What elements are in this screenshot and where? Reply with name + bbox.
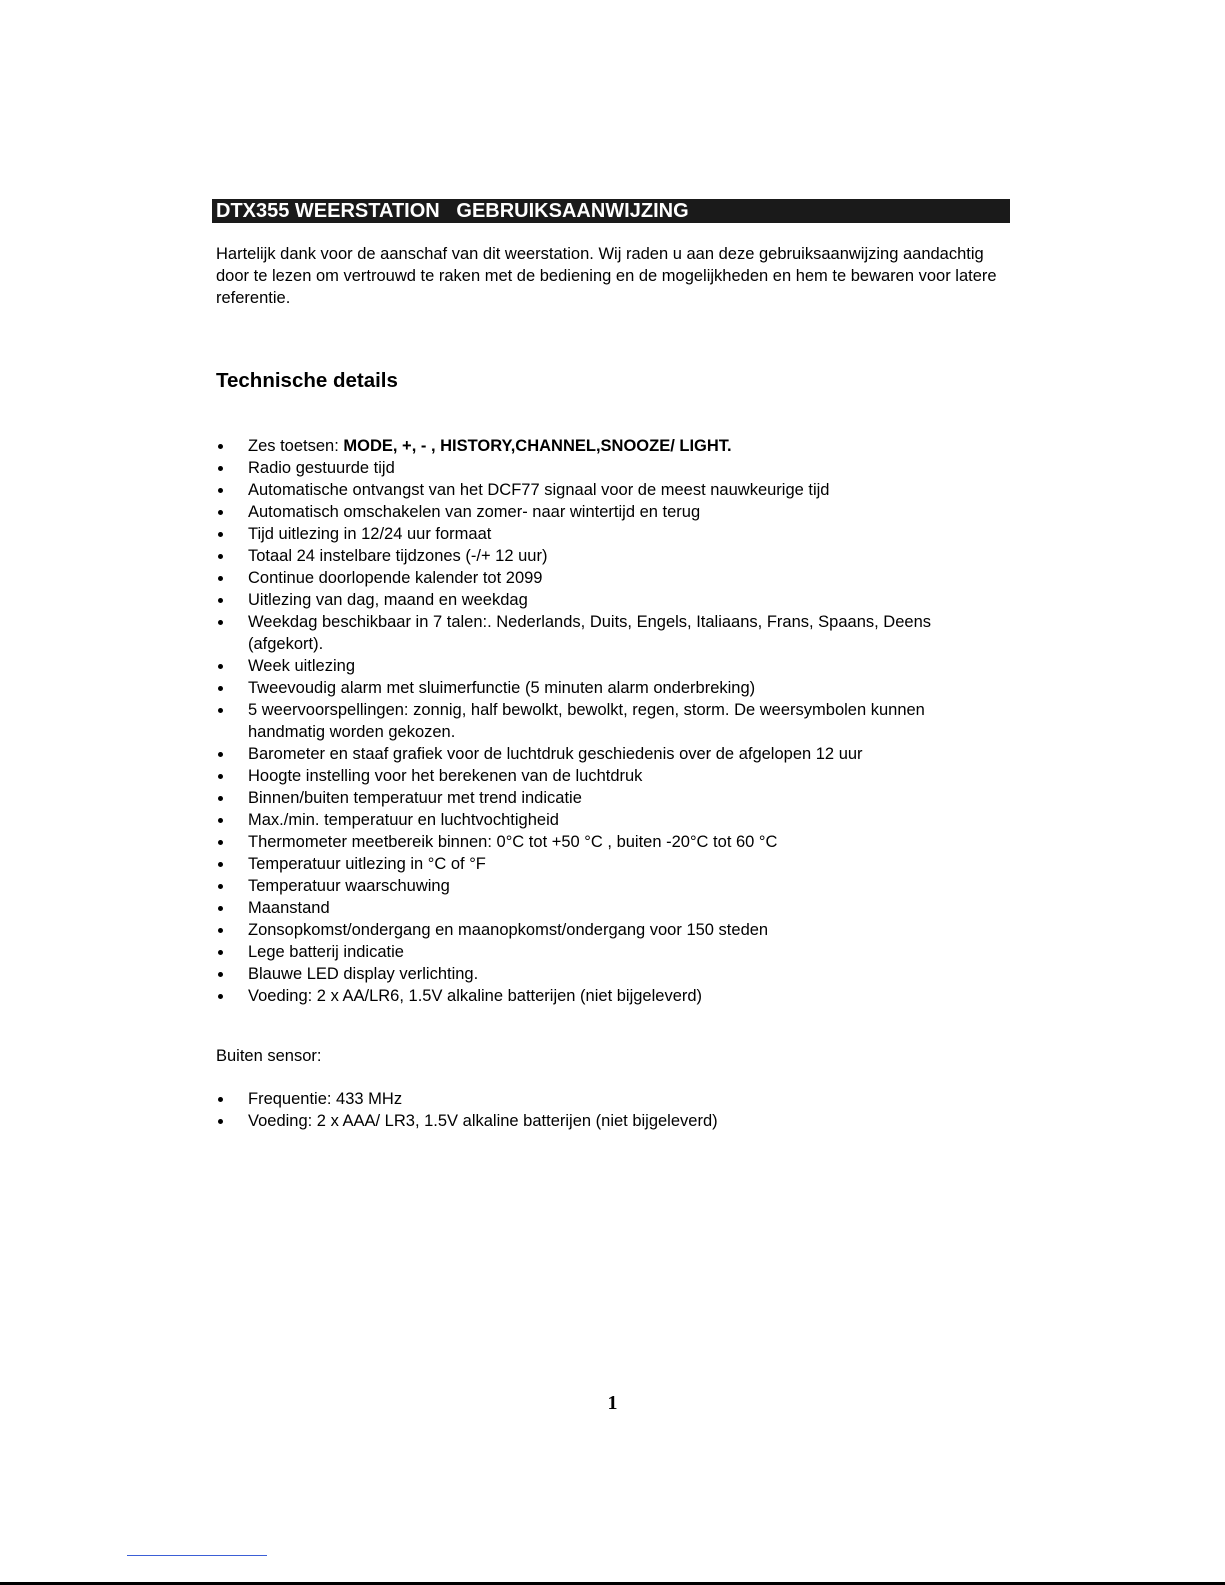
- section-heading: Technische details: [216, 369, 398, 392]
- list-item: Blauwe LED display verlichting.: [216, 963, 1006, 985]
- list-item: Lege batterij indicatie: [216, 941, 1006, 963]
- footer-divider: [127, 1555, 267, 1556]
- list-item: Voeding: 2 x AAA/ LR3, 1.5V alkaline batterijen (niet bijgeleverd): [216, 1110, 1006, 1132]
- list-item: Voeding: 2 x AA/LR6, 1.5V alkaline batterijen (niet bijgeleverd): [216, 985, 1006, 1007]
- list-item: Tijd uitlezing in 12/24 uur formaat: [216, 523, 1006, 545]
- page-number: 1: [607, 1392, 618, 1414]
- list-item: Uitlezing van dag, maand en weekdag: [216, 589, 1006, 611]
- list-item: Barometer en staaf grafiek voor de luchtdruk geschiedenis over de afgelopen 12 uur: [216, 743, 1006, 765]
- list-item: Frequentie: 433 MHz: [216, 1088, 1006, 1110]
- list-item: Maanstand: [216, 897, 1006, 919]
- list-item: Zonsopkomst/ondergang en maanopkomst/ondergang voor 150 steden: [216, 919, 1006, 941]
- list-item: Thermometer meetbereik binnen: 0°C tot +50 °C , buiten -20°C tot 60 °C: [216, 831, 1006, 853]
- list-item: Totaal 24 instelbare tijdzones (-/+ 12 uur): [216, 545, 1006, 567]
- list-item: Hoogte instelling voor het berekenen van de luchtdruk: [216, 765, 1006, 787]
- list-item: Zes toetsen: MODE, +, - , HISTORY,CHANNEL,SNOOZE/ LIGHT.: [216, 435, 1006, 457]
- sensor-heading: Buiten sensor:: [216, 1047, 322, 1065]
- document-title: DTX355 WEERSTATION GEBRUIKSAANWIJZING: [212, 199, 1010, 223]
- list-item: 5 weervoorspellingen: zonnig, half bewolkt, bewolkt, regen, storm. De weersymbolen kunnen handmatig worden gekozen.: [216, 699, 1006, 743]
- list-item: Weekdag beschikbaar in 7 talen:. Nederlands, Duits, Engels, Italiaans, Frans, Spaans, Deens (afgekort).: [216, 611, 1006, 655]
- list-item: Week uitlezing: [216, 655, 1006, 677]
- list-item: Temperatuur waarschuwing: [216, 875, 1006, 897]
- list-item: Radio gestuurde tijd: [216, 457, 1006, 479]
- list-item: Temperatuur uitlezing in °C of °F: [216, 853, 1006, 875]
- list-item: Automatische ontvangst van het DCF77 signaal voor de meest nauwkeurige tijd: [216, 479, 1006, 501]
- features-list: [216, 435, 1006, 1007]
- list-item: Continue doorlopende kalender tot 2099: [216, 567, 1006, 589]
- list-item: Binnen/buiten temperatuur met trend indicatie: [216, 787, 1006, 809]
- sensor-list: [216, 1088, 1006, 1132]
- list-item: Max./min. temperatuur en luchtvochtigheid: [216, 809, 1006, 831]
- list-item: Tweevoudig alarm met sluimerfunctie (5 minuten alarm onderbreking): [216, 677, 1006, 699]
- list-item: Automatisch omschakelen van zomer- naar wintertijd en terug: [216, 501, 1006, 523]
- intro-paragraph: Hartelijk dank voor de aanschaf van dit weerstation. Wij raden u aan deze gebruiksaanwijzing aandachtig door te lezen om vertrouwd te raken met de bediening en de mogelijkheden en hem te bewaren voor latere referentie.: [216, 245, 997, 307]
